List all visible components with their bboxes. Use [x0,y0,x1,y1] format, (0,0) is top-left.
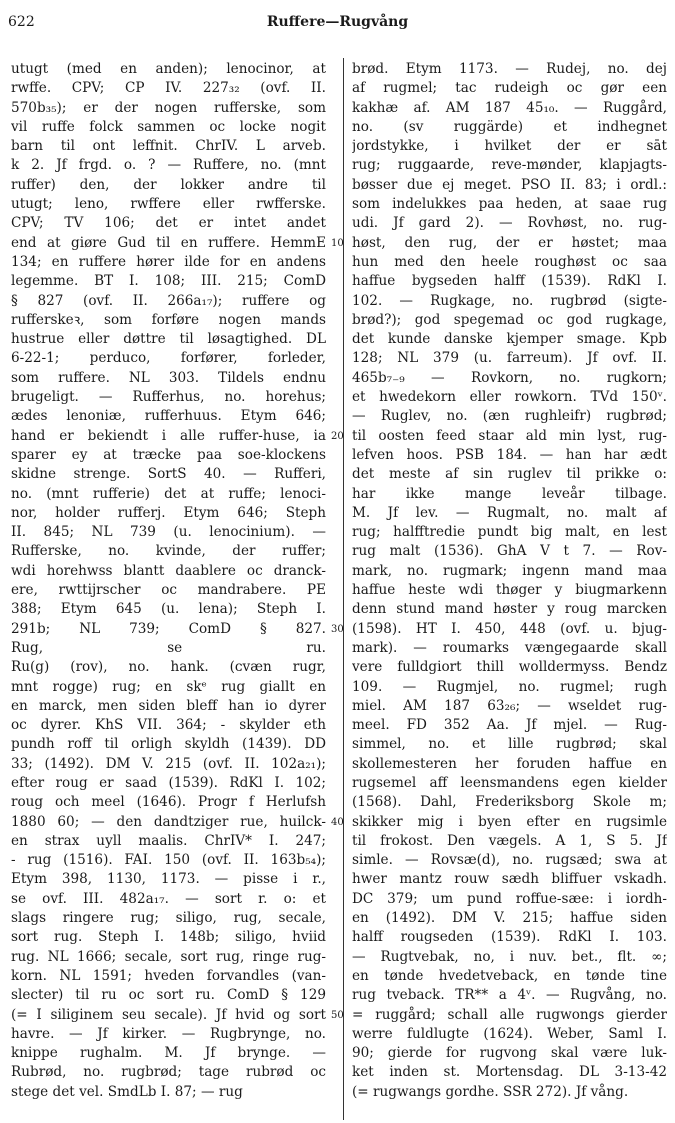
text-line: 388; Etym 645 (u. lena); Steph I. [11,601,326,618]
text-line: skikker mig i byen efter en rugsimle [352,813,667,830]
text-line: stege det vel. SmdLb I. 87; — rug [11,1083,243,1100]
right-column [352,60,667,1102]
text-line: har ikke mange leveår tilbage. [352,485,667,502]
text-line: en marck, men siden bleff han io dyrer [11,697,326,714]
text-line: werre fuldlugte (1624). Weber, Saml I. [352,1025,667,1042]
text-line: 6-22-1; perduco, forfører, forleder, [11,350,326,367]
column-divider [343,58,344,1120]
text-line: kakhæ af. AM 187 45₁₀. — Ruggård, [352,99,667,116]
text-line: 570b₃₅); er der nogen rufferske, som [11,99,326,116]
text-line: barn til ont leffnit. ChrIV. L arveb. [11,138,326,155]
text-line: høst, den rug, der er høstet; maa [352,234,667,251]
text-line: ket inden st. Mortensdag. DL 3-13-42 [352,1064,667,1081]
text-line: Rug, se ru. [11,639,326,656]
text-line: 1880 60; — den dandtziger rue, huilck- [11,813,326,830]
text-line: som indelukkes paa heden, at saae rug [352,196,667,213]
text-line: et hwedekorn eller rowkorn. TVd 150ᵛ. [352,389,667,406]
text-line: knippe rughalm. M. Jf brynge. — [11,1045,326,1062]
text-line: miel. AM 187 63₂₆; — wseldet rug- [352,697,667,714]
text-line: vil ruffe folck sammen oc locke nogit [11,118,326,135]
text-line: rwffe. CPV; CP IV. 227₃₂ (ovf. II. [11,80,326,97]
text-line: rug malt (1536). GhA V t 7. — Rov- [352,543,667,560]
text-line: (1568). Dahl, Frederiksborg Skole m; [352,794,667,811]
text-line: 128; NL 379 (u. farreum). Jf ovf. II. [352,350,667,367]
text-line: jordstykke, i hvilket der er sāt [352,138,667,155]
text-line: halff rougseden (1539). RdKl I. 103. [352,929,667,946]
text-line: en strax uyll maalis. ChrIV* I. 247; [11,832,326,849]
text-line: hwer mantz rouw sædh bliffuer vskadh. [352,871,667,888]
text-line: brød?); god spegemad oc god rugkage, [352,311,667,328]
text-line: til frokost. Den vægels. A 1, S 5. Jf [352,832,667,849]
text-line: 134; en ruffere hører ilde for en andens [11,253,326,270]
text-line: en (1492). DM V. 215; haffue siden [352,910,667,927]
text-line: rug; halfftredie pundt big malt, en lest [352,524,667,541]
text-line: skollemesteren her foruden haffue en [352,755,667,772]
text-line: en tønde hvedetveback, en tønde tine [352,967,667,984]
text-line: rug; ruggaarde, reve-mønder, klapjagts- [352,157,667,174]
text-line: af rugmel; tac rudeigh oc gør een [352,80,667,97]
text-line: mnt rogge) rug; en skᵉ rug giallt en [11,678,326,695]
text-line: rug tveback. TR** a 4ᵛ. — Rugvång, no. [352,987,667,1004]
text-line: rugsemel aff leensmandens egen kielder [352,774,667,791]
text-line: ere, rwttijrscher oc mandrabere. PE [11,582,326,599]
text-line: simmel, no. et lille rugbrød; skal [352,736,667,753]
text-line: haffue heste wdi thøger y biugmarkenn [352,582,667,599]
line-number: 20 [331,430,344,442]
text-line: til oosten feed staar ald min lyst, rug- [352,427,667,444]
text-line: M. Jf lev. — Rugmalt, no. malt af [352,504,667,521]
text-line: Rufferske, no. kvinde, der ruffer; [11,543,326,560]
text-line: slags ringere rug; siligo, rug, secale, [11,910,326,927]
text-line: haffue bygseden halff (1539). RdKl I. [352,273,667,290]
text-line: rug. NL 1666; secale, sort rug, ringe rug- [11,948,326,965]
text-line: bøsser due ej meget. PSO II. 83; i ordl.: [352,176,667,193]
text-line: rufferskeꝛ, som forføre nogen mands [11,311,326,328]
text-line: mark). — roumarks vængegaarde skall [352,639,667,656]
text-line: oc dyrer. KhS VII. 364; - skylder eth [11,717,326,734]
text-line: havre. — Jf kirker. — Rugbrynge, no. [11,1025,326,1042]
text-line: sparer ey at træcke paa soe-klockens [11,446,326,463]
text-line: det meste af sin ruglev til prikke o: [352,466,667,483]
text-line: meel. FD 352 Aa. Jf mjel. — Rug- [352,717,667,734]
text-line: slecter) til ru oc sort ru. ComD § 129 [11,987,326,1004]
text-line: brød. Etym 1173. — Rudej, no. dej [352,61,667,77]
text-line: hustrue eller døttre til løsagtighed. DL [11,331,326,348]
text-line: mark, no. rugmark; ingenn mand maa [352,562,667,579]
text-line: k 2. Jf frgd. o. ? — Ruffere, no. (mnt [11,157,326,174]
page-header [0,0,675,40]
text-line: hun med den heele roughøst oc saa [352,253,667,270]
text-line: - rug (1516). FAI. 150 (ovf. II. 163b₅₄); [11,852,326,869]
text-line: efter roug er saad (1539). RdKl I. 102; [11,774,326,791]
text-line: 291b; NL 739; ComD § 827. [11,620,326,637]
text-line: som ruffere. NL 303. Tildels endnu [11,369,326,386]
text-line: Etym 398, 1130, 1173. — pisse i r., [11,871,326,888]
text-line: end at giøre Gud til en ruffere. HemmE [11,234,326,251]
text-line: ruffer) den, der lokker andre til [11,176,326,193]
text-line: brugeligt. — Rufferhus, no. horehus; [11,389,326,406]
page-number: 622 [8,14,35,30]
text-line: Ru(g) (rov), no. hank. (ᴄᴠæn rugr, [11,659,326,676]
text-line: simle. — Rovsæ(d), no. rugsæd; swa at [352,852,667,869]
text-line: skidne strenge. SortS 40. — Rufferi, [11,466,326,483]
text-line: 33; (1492). DM V. 215 (ovf. II. 102a₂₁); [11,755,326,772]
text-line: utugt; leno, rwffere eller rwfferske. [11,196,326,213]
line-number: 10 [331,237,344,249]
text-line: pundh roff til orligh skyldh (1439). DD [11,736,326,753]
text-line: Rubrød, no. rugbrød; tage rubrød oc [11,1064,326,1081]
text-line: roug och meel (1646). Progr f Herlufsh [11,794,326,811]
text-line: se ovf. III. 482a₁₇. — sort r. o: et [11,890,326,907]
line-number: 40 [331,816,344,828]
text-line: 465b₇₋₉ — Rovkorn, no. rugkorn; [352,369,667,386]
text-line: § 827 (ovf. II. 266a₁₇); ruffere og [11,292,326,309]
line-number: 30 [331,623,344,635]
text-line: hand er bekiendt i alle ruffer-huse, ia [11,427,326,444]
text-line: det kunde danske kjemper smage. Kpb [352,331,667,348]
text-line: no. (sv ruggärde) et indhegnet [352,118,667,135]
text-line: wdi horehwss blantt daablere oc dranck- [11,562,326,579]
text-line: = ruggård; schall alle rugwongs gierder [352,1006,667,1023]
text-line: nor, holder rufferj. Etym 646; Steph [11,504,326,521]
running-head: Ruffere—Rugvång [266,14,409,30]
text-line: (= rugwangs gordhe. SSR 272). Jf vång. [352,1083,629,1100]
text-line: (= I siliginem seu secale). Jf hvid og sort [11,1006,326,1023]
text-line: korn. NL 1591; hveden forvandles (van- [11,967,326,984]
text-line: 109. — Rugmjel, no. rugmel; rugh [352,678,667,695]
text-line: — Ruglev, no. (æn rughleifr) rugbrød; [352,408,667,425]
text-line: 102. — Rugkage, no. rugbrød (sigte- [352,292,667,309]
text-line: CPV; TV 106; det er intet andet [11,215,326,232]
text-line: vere fulldgiort thill wolldermyss. Bendz [352,659,667,676]
text-line: legemme. BT I. 108; III. 215; ComD [11,273,326,290]
text-line: no. (mnt rufferie) det at ruffe; lenoci- [11,485,326,502]
text-line: — Rugtvebak, no, i nuv. bet., flt. ∞; [352,948,667,965]
text-line: udi. Jf gard 2). — Rovhøst, no. rug- [352,215,667,232]
text-line: DC 379; um pund roffue-sæe: i iordh- [352,890,667,907]
left-column [11,60,326,1102]
text-line: (1598). HT I. 450, 448 (ovf. u. bjug- [352,620,667,637]
text-line: sort rug. Steph I. 148b; siligo, hviid [11,929,326,946]
line-number: 50 [331,1009,344,1021]
text-line: ædes lenoniæ, rufferhuus. Etym 646; [11,408,326,425]
text-line: 90; gierde for rugvong skal være luk- [352,1045,667,1062]
text-line: utugt (med en anden); lenocinor, at [11,61,326,77]
text-line: II. 845; NL 739 (u. lenocinium). — [11,524,326,541]
text-line: lefven hoos. PSB 184. — han har ædt [352,446,667,463]
text-line: denn stund mand høster y roug marcken [352,601,667,618]
